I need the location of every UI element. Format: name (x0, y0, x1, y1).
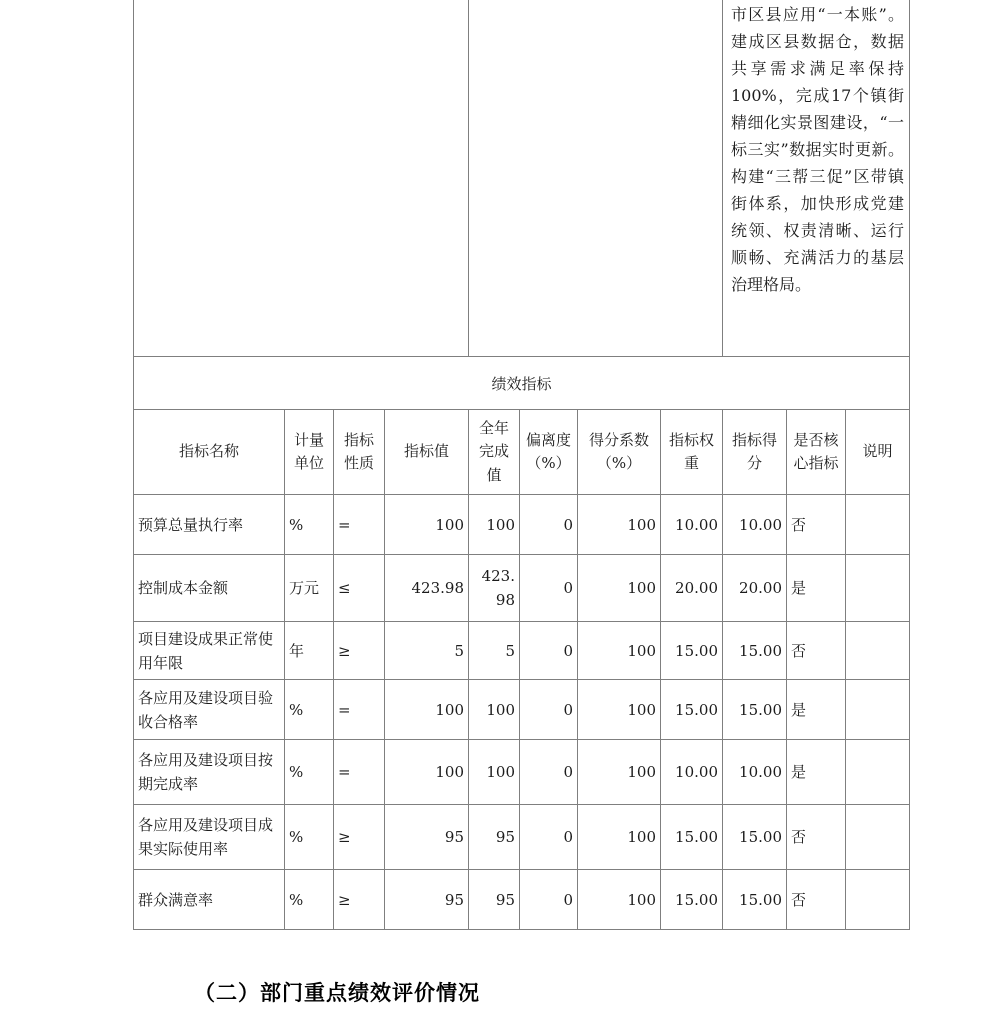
cell-note (846, 870, 910, 930)
cell-annual-completed: 100 (469, 740, 520, 805)
cell-core-indicator: 是 (787, 555, 846, 622)
cell-indicator-name: 项目建设成果正常使用年限 (133, 622, 285, 680)
cell-unit: % (285, 495, 334, 555)
cell-unit: % (285, 805, 334, 870)
cell-core-indicator: 否 (787, 622, 846, 680)
cell-annual-completed: 95 (469, 870, 520, 930)
cell-deviation: 0 (520, 622, 578, 680)
col-header-score: 指标得分 (723, 410, 787, 495)
cell-indicator-name: 控制成本金额 (133, 555, 285, 622)
cell-core-indicator: 是 (787, 740, 846, 805)
cell-core-indicator: 否 (787, 495, 846, 555)
cell-weight: 15.00 (661, 870, 723, 930)
cell-note (846, 740, 910, 805)
cell-score-coefficient: 100 (578, 622, 661, 680)
cell-deviation: 0 (520, 680, 578, 740)
cell-deviation: 0 (520, 870, 578, 930)
cell-weight: 10.00 (661, 740, 723, 805)
table-header-row (133, 410, 910, 495)
cell-score-coefficient: 100 (578, 805, 661, 870)
cell-weight: 15.00 (661, 805, 723, 870)
col-header-note: 说明 (846, 410, 910, 495)
cell-unit: 万元 (285, 555, 334, 622)
footer-section-heading: （二）部门重点绩效评价情况 (194, 980, 480, 1005)
cell-score: 10.00 (723, 495, 787, 555)
col-header-annual-completed: 全年完成值 (469, 410, 520, 495)
section-title: 绩效指标 (133, 357, 910, 410)
table-upper-section (133, 0, 910, 495)
col-header-core-indicator: 是否核心指标 (787, 410, 846, 495)
cell-score: 10.00 (723, 740, 787, 805)
col-header-weight: 指标权重 (661, 410, 723, 495)
continued-section-row (133, 0, 910, 357)
cell-note (846, 495, 910, 555)
cell-score: 15.00 (723, 870, 787, 930)
cell-deviation: 0 (520, 740, 578, 805)
cell-score: 15.00 (723, 680, 787, 740)
cell-nature: = (334, 495, 385, 555)
cell-indicator-name: 群众满意率 (133, 870, 285, 930)
cell-nature: = (334, 680, 385, 740)
indicator-row (133, 870, 910, 930)
cell-unit: 年 (285, 622, 334, 680)
cell-deviation: 0 (520, 555, 578, 622)
cell-deviation: 0 (520, 495, 578, 555)
cell-nature: ≥ (334, 622, 385, 680)
indicator-row (133, 622, 910, 680)
cell-score-coefficient: 100 (578, 870, 661, 930)
cell-weight: 15.00 (661, 680, 723, 740)
cell-unit: % (285, 680, 334, 740)
cell-score-coefficient: 100 (578, 555, 661, 622)
cell-nature: ≥ (334, 870, 385, 930)
cell-indicator-name: 各应用及建设项目按期完成率 (133, 740, 285, 805)
cell-target-value: 5 (385, 622, 469, 680)
col-header-target-value: 指标值 (385, 410, 469, 495)
cell-score: 20.00 (723, 555, 787, 622)
cell-unit: % (285, 870, 334, 930)
cell-annual-completed: 5 (469, 622, 520, 680)
cell-score: 15.00 (723, 622, 787, 680)
cell-score-coefficient: 100 (578, 680, 661, 740)
indicator-row (133, 555, 910, 622)
cell-target-value: 100 (385, 740, 469, 805)
cell-indicator-name: 预算总量执行率 (133, 495, 285, 555)
indicator-row (133, 680, 910, 740)
cell-weight: 20.00 (661, 555, 723, 622)
cell-nature: = (334, 740, 385, 805)
cell-core-indicator: 是 (787, 680, 846, 740)
performance-indicator-table (133, 0, 910, 930)
cell-target-value: 100 (385, 495, 469, 555)
col-header-nature: 指标性质 (334, 410, 385, 495)
continued-cell-narrative: 市区县应用“一本账”。建成区县数据仓，数据共享需求满足率保持100%，完成17个镇街精细化实景图建设，“一标三实”数据实时更新。构建“三帮三促”区带镇街体系，加快形成党建统领、权责清晰、运行顺畅、充满活力的基层治理格局。 (723, 0, 910, 357)
cell-weight: 15.00 (661, 622, 723, 680)
cell-indicator-name: 各应用及建设项目验收合格率 (133, 680, 285, 740)
cell-target-value: 95 (385, 805, 469, 870)
col-header-unit: 计量单位 (285, 410, 334, 495)
cell-nature: ≥ (334, 805, 385, 870)
cell-score: 15.00 (723, 805, 787, 870)
cell-target-value: 100 (385, 680, 469, 740)
cell-nature: ≤ (334, 555, 385, 622)
cell-core-indicator: 否 (787, 805, 846, 870)
cell-weight: 10.00 (661, 495, 723, 555)
cell-note (846, 555, 910, 622)
col-header-score-coefficient: 得分系数（%） (578, 410, 661, 495)
cell-score-coefficient: 100 (578, 495, 661, 555)
cell-target-value: 423.98 (385, 555, 469, 622)
cell-target-value: 95 (385, 870, 469, 930)
continued-cell-middle (469, 0, 723, 357)
cell-note (846, 622, 910, 680)
indicator-row (133, 740, 910, 805)
cell-core-indicator: 否 (787, 870, 846, 930)
cell-note (846, 805, 910, 870)
col-header-deviation: 偏离度（%） (520, 410, 578, 495)
indicator-rows (133, 495, 910, 930)
cell-indicator-name: 各应用及建设项目成果实际使用率 (133, 805, 285, 870)
indicator-row (133, 495, 910, 555)
cell-annual-completed: 95 (469, 805, 520, 870)
section-title-row (133, 357, 910, 410)
cell-unit: % (285, 740, 334, 805)
continued-cell-left (133, 0, 469, 357)
cell-annual-completed: 100 (469, 680, 520, 740)
cell-annual-completed: 423.98 (469, 555, 520, 622)
cell-score-coefficient: 100 (578, 740, 661, 805)
cell-note (846, 680, 910, 740)
indicator-row (133, 805, 910, 870)
col-header-indicator-name: 指标名称 (133, 410, 285, 495)
cell-annual-completed: 100 (469, 495, 520, 555)
cell-deviation: 0 (520, 805, 578, 870)
